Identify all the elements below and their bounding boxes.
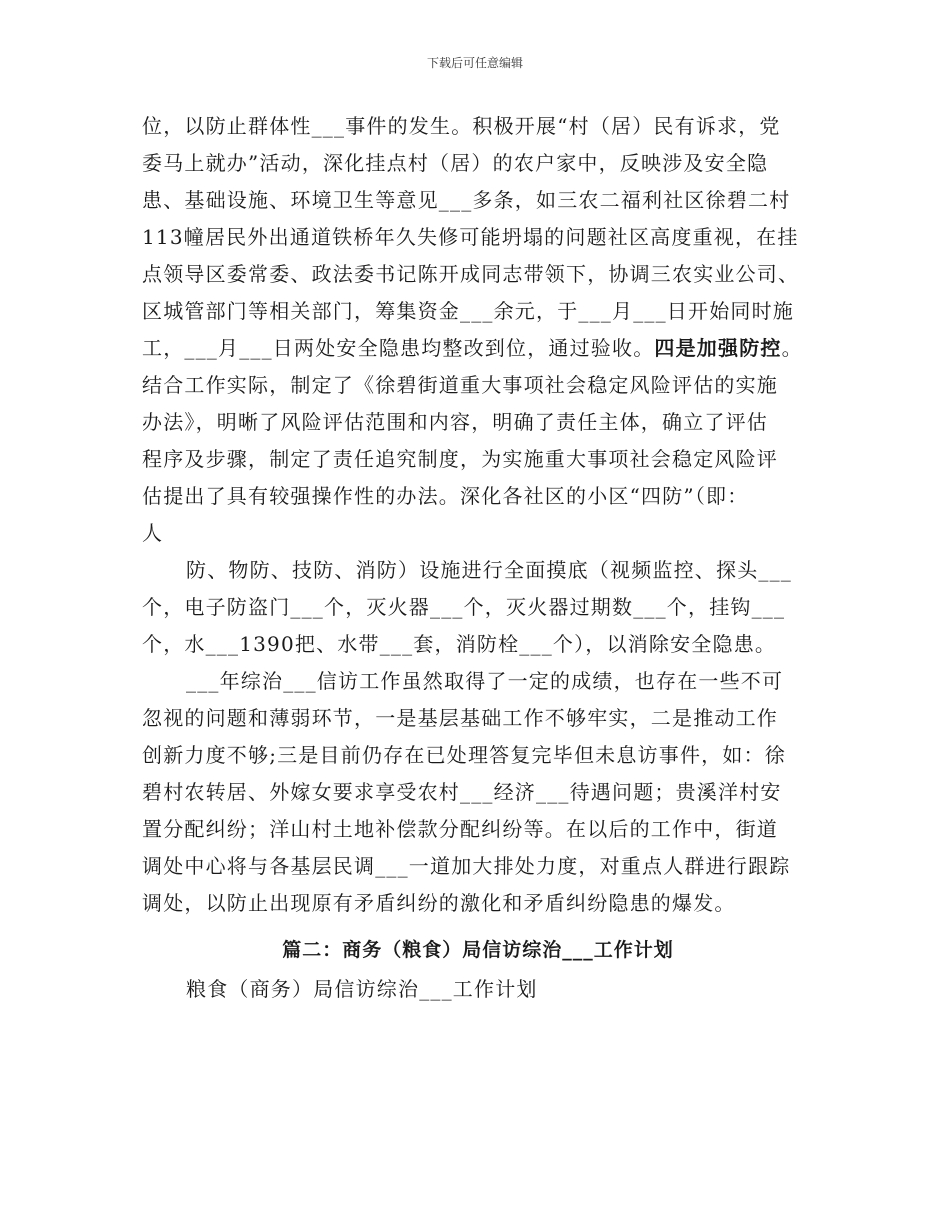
text-line: 区城管部门等相关部门，筹集资金___余元，于___月___日开始同时施 <box>142 299 794 323</box>
text-line: 置分配纠纷；洋山村土地补偿款分配纠纷等。在以后的工作中，街道 <box>142 817 778 841</box>
paragraph-1 <box>142 108 814 552</box>
text-line: 调处中心将与各基层民调___一道加大排处力度，对重点人群进行跟踪 <box>142 854 791 878</box>
text-line: 粮食（商务）局信访综治___工作计划 <box>186 977 538 1001</box>
text-line: 113幢居民外出通道铁桥年久失修可能坍塌的问题社区高度重视，在挂 <box>142 225 799 249</box>
section-heading: 篇二：商务（粮食）局信访综治___工作计划 <box>282 939 674 961</box>
text-line: 个，水___1390把、水带___套，消防栓___个），以消除安全隐患。 <box>142 632 777 656</box>
text-line: 位，以防止群体性___事件的发生。积极开展“村（居）民有诉求，党 <box>142 114 781 138</box>
text-line: 估提出了具有较强操作性的办法。深化各社区的小区“四防”（即： <box>142 484 749 508</box>
text-line: 防、物防、技防、消防）设施进行全面摸底（视频监控、探头___ <box>186 558 792 582</box>
text-line: 个，电子防盗门___个，灭火器___个，灭火器过期数___个，挂钩___ <box>142 595 786 619</box>
text-line: 结合工作实际，制定了《徐碧街道重大事项社会稳定风险评估的实施 <box>142 373 778 397</box>
text-line: 委马上就办”活动，深化挂点村（居）的农户家中，反映涉及安全隐 <box>142 151 769 175</box>
paragraph-2 <box>142 552 814 663</box>
paragraph-4 <box>142 971 814 1008</box>
document-body <box>142 108 814 1008</box>
text-line: 调处，以防止出现原有矛盾纠纷的激化和矛盾纠纷隐患的爆发。 <box>142 891 736 915</box>
page-header: 下载后可任意编辑 <box>426 56 523 70</box>
paragraph-3 <box>142 663 814 922</box>
text-line: 程序及步骤，制定了责任追究制度，为实施重大事项社会稳定风险评 <box>142 447 778 471</box>
text-segment: 。 <box>781 336 803 360</box>
text-line-mixed <box>142 330 814 367</box>
text-segment: 工，___月___日两处安全隐患均整改到位，通过验收。 <box>142 336 655 360</box>
text-line: 患、基础设施、环境卫生等意见___多条，如三农二福利社区徐碧二村 <box>142 188 791 212</box>
text-line: 人 <box>142 521 164 545</box>
text-line: 碧村农转居、外嫁女要求享受农村___经济___待遇问题；贵溪洋村安 <box>142 780 782 804</box>
text-line: 点领导区委常委、政法委书记陈开成同志带领下，协调三农实业公司、 <box>142 262 800 286</box>
text-line: 忽视的问题和薄弱环节，一是基层基础工作不够牢实，二是推动工作 <box>142 706 778 730</box>
bold-phrase: 四是加强防控 <box>654 336 782 360</box>
text-line: 创新力度不够;三是目前仍存在已处理答复完毕但未息访事件，如：徐 <box>142 743 786 767</box>
text-line: 办法》，明晰了风险评估范围和内容，明确了责任主体，确立了评估 <box>142 410 768 434</box>
text-line: ___年综治___信访工作虽然取得了一定的成绩，也存在一些不可 <box>186 669 784 693</box>
